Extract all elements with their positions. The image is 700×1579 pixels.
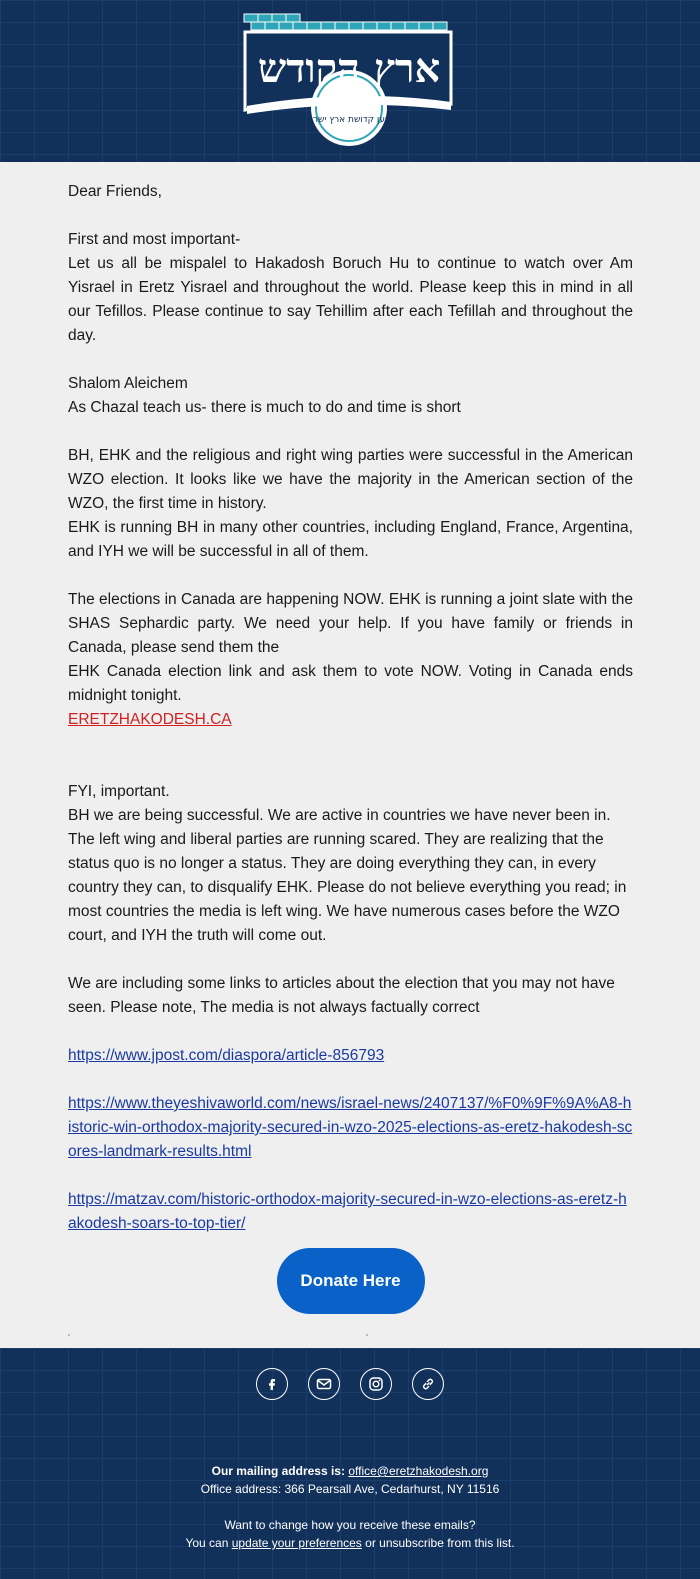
donate-button[interactable]: Donate Here xyxy=(277,1248,425,1314)
paragraph-articles: We are including some links to articles about the election that you may not have seen. Please note, The media is not always factually correct xyxy=(68,975,615,1016)
paragraph-canada-a: The elections in Canada are happening NOW. EHK is running a joint slate with the SHAS Sephardic party. We need your help. If you have family or friends in Canada, please send them the xyxy=(68,591,633,656)
paragraph-canada-b: EHK Canada election link and ask them to vote NOW. Voting in Canada ends midnight tonight. xyxy=(68,663,633,704)
salutation: Shalom Aleichem xyxy=(68,375,188,392)
mailing-label: Our mailing address is: xyxy=(211,1464,345,1478)
logo-title: ארץ הקודש xyxy=(257,45,441,92)
email-footer xyxy=(0,1348,700,1579)
paragraph-fyi: BH we are being successful. We are active in countries we have never been in. The left wing and liberal parties are running scared. They are realizing that the status quo is no longer a status. They are doing everything they can, in every country they can, to disqualify EHK. Please do not believe everything you read; in most countries the media is left wing. We have numerous cases before the WZO court, and IYH the truth will come out. xyxy=(68,807,627,944)
email-body xyxy=(0,162,700,1348)
change-question: Want to change how you receive these emails? xyxy=(224,1518,476,1532)
link-icon[interactable] xyxy=(412,1368,444,1400)
facebook-icon[interactable] xyxy=(256,1368,288,1400)
paragraph-prayer: Let us all be mispalel to Hakadosh Boruch Hu to continue to watch over Am Yisrael in Eretz Yisrael and throughout the world. Please keep this in mind in all our Tefillos. Please continue to say Tehillim after each Tefillah and throughout the day. xyxy=(68,255,633,344)
social-links xyxy=(0,1368,700,1400)
article-link-yeshivaworld[interactable]: https://www.theyeshivaworld.com/news/israel-news/2407137/%F0%9F%9A%A8-historic-win-orthodox-majority-secured-in-wzo-2025-elections-as-eretz-hakodesh-scores-landmark-results.html xyxy=(68,1095,633,1160)
update-preferences-link[interactable]: update your preferences xyxy=(231,1536,362,1550)
paragraph-wzo-result: BH, EHK and the religious and right wing parties were successful in the American WZO election. It looks like we have the majority in the American section of the WZO, the first time in history. xyxy=(68,447,633,512)
canada-election-link[interactable]: ERETZHAKODESH.CA xyxy=(68,711,232,728)
office-address: Office address: 366 Pearsall Ave, Cedarhurst, NY 11516 xyxy=(200,1482,500,1496)
divider-dots xyxy=(68,1314,633,1350)
paragraph-chazal: As Chazal teach us- there is much to do and time is short xyxy=(68,399,461,416)
instagram-icon[interactable] xyxy=(360,1368,392,1400)
greeting: Dear Friends, xyxy=(68,183,162,200)
paragraph-other-countries: EHK is running BH in many other countries, including England, France, Argentina, and IYH we will be successful in all of them. xyxy=(68,519,633,560)
email-icon[interactable] xyxy=(308,1368,340,1400)
mailing-email-link[interactable]: office@eretzhakodesh.org xyxy=(348,1464,489,1478)
logo-tagline: למען קדושת ארץ ישראל xyxy=(301,115,397,125)
you-can-text: You can xyxy=(185,1536,229,1550)
article-link-jpost[interactable]: https://www.jpost.com/diaspora/article-856793 xyxy=(68,1047,385,1064)
article-link-matzav[interactable]: https://matzav.com/historic-orthodox-majority-secured-in-wzo-elections-as-eretz-hakodesh-soars-to-top-tier/ xyxy=(68,1191,627,1232)
heading-fyi: FYI, important. xyxy=(68,783,170,800)
unsubscribe-text[interactable]: or unsubscribe from this list. xyxy=(365,1536,515,1550)
email-header xyxy=(0,0,700,162)
heading-first: First and most important- xyxy=(68,231,241,248)
eretz-hakodesh-logo[interactable] xyxy=(242,10,456,148)
footer-address xyxy=(0,1462,700,1552)
